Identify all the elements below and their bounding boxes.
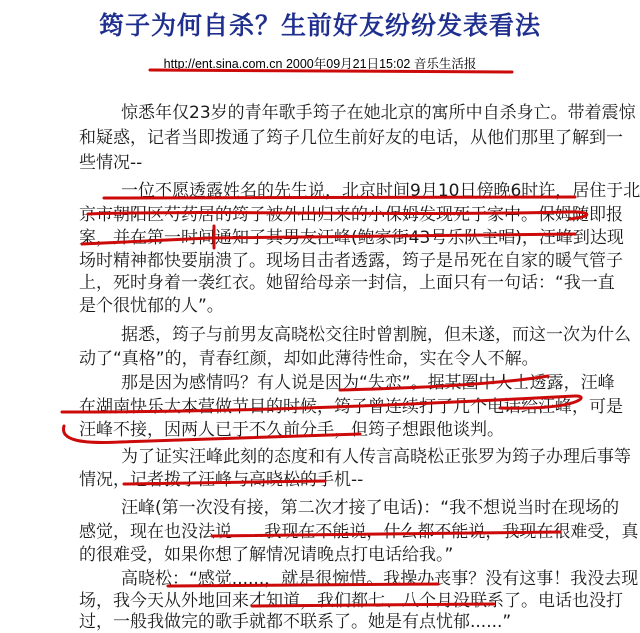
text-line: 的很难受，如果你想了解情况请晚点打电话给我。” [79, 545, 454, 565]
text-line: 高晓松：“感觉......，就是很惋惜。我操办丧事？没有这事！我没去现 [121, 569, 639, 589]
text-line: 汪峰(第一次没有接，第二次才接了电话)：“我不想说当时在现场的 [121, 498, 620, 518]
text-line: 上，死时身着一袭红衣。她留给母亲一封信，上面只有一句话：“我一直 [79, 273, 615, 293]
text-line: 过，一般我做完的歌手就都不联系了。她是有点忧郁......” [79, 612, 512, 632]
text-line: 惊悉年仅23岁的青年歌手筠子在她北京的寓所中自杀身亡。带着震惊 [121, 103, 636, 123]
text-line: 汪峰不接，因两人已于不久前分手，但筠子想跟他谈判。 [79, 420, 504, 440]
article-title: 筠子为何自杀？生前好友纷纷发表看法 [98, 11, 541, 40]
text-line: 在湖南快乐大本营做节目的时候，筠子曾连续打了几个电话给汪峰，可是 [79, 397, 623, 417]
text-line: 情况，记者拨了汪峰与高晓松的手机-- [79, 470, 364, 490]
text-line: 和疑惑，记者当即拨通了筠子几位生前好友的电话，从他们那里了解到一 [79, 128, 623, 148]
text-line: 些情况-- [79, 153, 143, 173]
text-line: 那是因为感情吗？有人说是因为“失恋”。据某圈中人士透露，汪峰 [121, 373, 615, 393]
text-line: 场时精神都快要崩溃了。现场目击者透露，筠子是吊死在自家的暖气管子 [79, 251, 623, 271]
text-line: 京市朝阳区芍药居的筠子被外出归来的小保姆发现死于家中。保姆随即报 [79, 205, 623, 225]
text-line: 场，我今天从外地回来才知道，我们都七、八个月没联系了。电话也没打 [79, 591, 623, 611]
text-line: 感觉，现在也没法说......我现在不能说，什么都不能说，我现在很难受，真 [79, 522, 639, 542]
text-line: 是个很忧郁的人”。 [79, 296, 224, 316]
text-line: 据悉，筠子与前男友高晓松交往时曾割腕，但未遂，而这一次为什么 [121, 325, 631, 345]
article-source-line[interactable]: http://ent.sina.com.cn 2000年09月21日15:02 音乐生活报 [163, 57, 477, 71]
text-line: 一位不愿透露姓名的先生说，北京时间9月10日傍晚6时许，居住于北 [121, 181, 640, 201]
text-line: 为了证实汪峰此刻的态度和有人传言高晓松正张罗为筠子办理后事等 [121, 447, 631, 467]
text-line: 动了“真格”的，青春红颜，却如此薄待性命，实在令人不解。 [79, 349, 539, 369]
text-line: 案，并在第一时间通知了其男友汪峰(鲍家街43号乐队主唱)，汪峰到达现 [79, 228, 624, 248]
